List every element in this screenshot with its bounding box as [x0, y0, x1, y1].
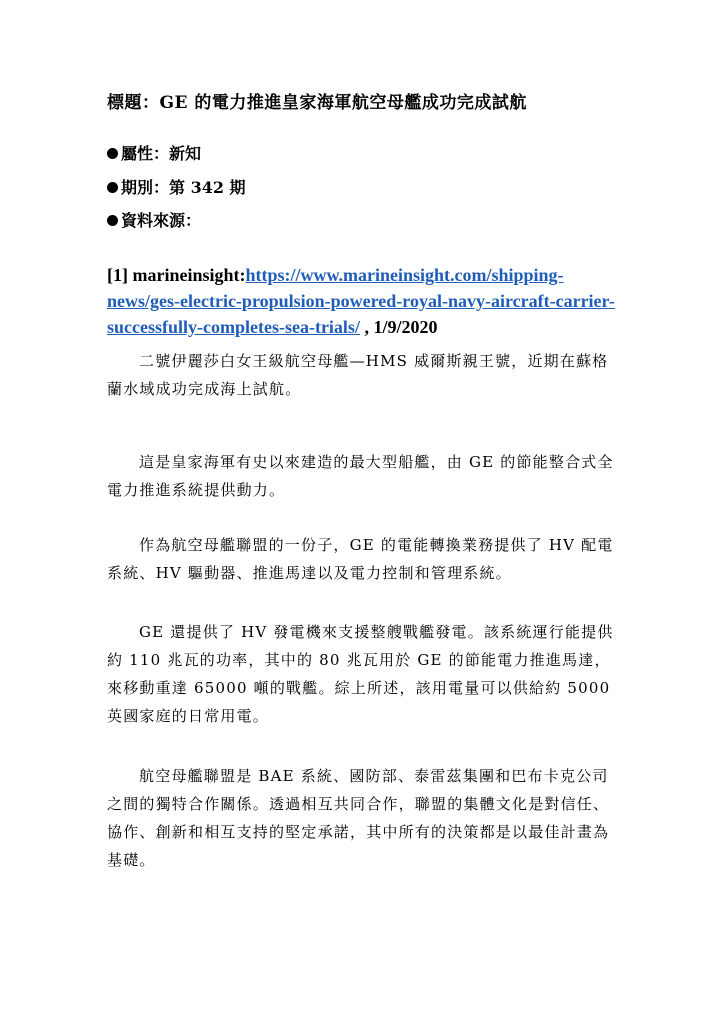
source-heading: 資料來源： — [121, 211, 202, 230]
attribute-text: 屬性：新知 — [121, 144, 202, 163]
issue-line — [107, 175, 246, 198]
document-title: 標題：GE 的電力推進皇家海軍航空母艦成功完成試航 — [107, 93, 527, 113]
issue-text: 期別：第 342 期 — [121, 178, 246, 197]
source-reference — [107, 262, 627, 340]
body-paragraph-5: 航空母艦聯盟是 BAE 系統、國防部、泰雷茲集團和巴布卡克公司之間的獨特合作關係。透過相互共同合作，聯盟的集體文化是對信任、協作、創新和相互支持的堅定承諾，其中所有的決策都是以最佳計畫為基礎。 — [107, 767, 610, 869]
body-paragraph-2: 這是皇家海軍有史以來建造的最大型船艦，由 GE 的節能整合式全電力推進系統提供動力。 — [107, 453, 614, 499]
source-ref-prefix: [1] marineinsight: — [107, 265, 246, 285]
source-date: , 1/9/2020 — [359, 317, 438, 337]
body-paragraph-4: GE 還提供了 HV 發電機來支援整艘戰艦發電。該系統運行能提供約 110 兆瓦的功率，其中的 80 兆瓦用於 GE 的節能電力推進馬達，來移動重達 65000 噸的戰艦。綜上所述，該用電量可以供給約 5000 英國家庭的日常用電。 — [107, 623, 614, 725]
source-link[interactable]: https://www.marineinsight.com/shipping-news/ges-electric-propulsion-powered-royal-navy-aircraft-carrier-successfully-completes-sea-trials/ — [107, 265, 615, 337]
source-heading-line — [107, 208, 201, 231]
body-paragraph-1: 二號伊麗莎白女王級航空母艦—HMS 威爾斯親王號，近期在蘇格蘭水域成功完成海上試航。 — [107, 352, 609, 398]
body-paragraph-3: 作為航空母艦聯盟的一份子，GE 的電能轉換業務提供了 HV 配電系統、HV 驅動器、推進馬達以及電力控制和管理系統。 — [107, 536, 614, 582]
attribute-line — [107, 141, 201, 164]
bullet-icon — [107, 148, 118, 159]
bullet-icon — [107, 182, 118, 193]
bullet-icon — [107, 215, 118, 226]
